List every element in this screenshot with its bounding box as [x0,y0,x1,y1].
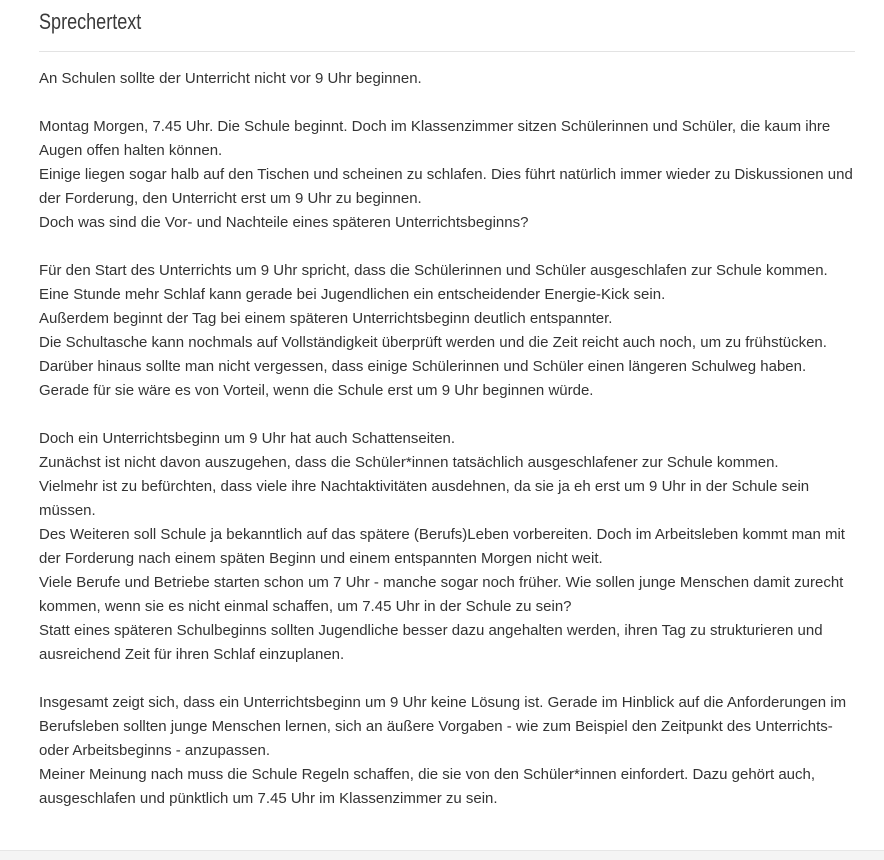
text-line: An Schulen sollte der Unterricht nicht vor 9 Uhr beginnen. [39,70,422,87]
text-line: Zunächst ist nicht davon auszugehen, dass die Schüler*innen tatsächlich ausgeschlafener zur Schule kommen. [39,454,779,471]
text-line: Vielmehr ist zu befürchten, dass viele ihre Nachtaktivitäten ausdehnen, da sie ja eh erst um 9 Uhr in der Schule sein müssen. [39,478,810,519]
text-line: Für den Start des Unterrichts um 9 Uhr spricht, dass die Schülerinnen und Schüler ausgeschlafen zur Schule kommen. [39,262,828,279]
text-line: Viele Berufe und Betriebe starten schon um 7 Uhr - manche sogar noch früher. Wie sollen junge Menschen damit zurecht kommen, wenn sie es nicht einmal schaffen, um 7.45 Uhr in der Schule zu sein? [39,574,844,615]
paragraph-introduction [39,115,859,235]
text-line: Montag Morgen, 7.45 Uhr. Die Schule beginnt. Doch im Klassenzimmer sitzen Schülerinnen und Schüler, die kaum ihre Augen offen halten können. [39,118,831,159]
text-line: Doch was sind die Vor- und Nachteile eines späteren Unterrichtsbeginns? [39,214,529,231]
text-line: Doch ein Unterrichtsbeginn um 9 Uhr hat auch Schattenseiten. [39,430,456,447]
paragraph-pro-arguments [39,259,859,403]
text-line: Des Weiteren soll Schule ja bekanntlich auf das spätere (Berufs)Leben vorbereiten. Doch im Arbeitsleben kommt man mit der Forderung nach einem späten Beginn und einem entspannten Morgen nicht weit. [39,526,845,567]
text-line: Eine Stunde mehr Schlaf kann gerade bei Jugendlichen ein entscheidender Energie-Kick sein. [39,286,666,303]
paragraph-contra-arguments [39,427,859,667]
text-line: Statt eines späteren Schulbeginns sollten Jugendliche besser dazu angehalten werden, ihren Tag zu strukturieren und ausreichend Zeit für ihren Schlaf einzuplanen. [39,622,823,663]
paragraph-thesis [39,67,859,91]
speaker-text-body [39,67,859,835]
text-line: Einige liegen sogar halb auf den Tischen und scheinen zu schlafen. Dies führt natürlich immer wieder zu Diskussionen und der Forderung, den Unterricht erst um 9 Uhr zu beginnen. [39,166,853,207]
paragraph-conclusion [39,691,859,811]
text-line: Gerade für sie wäre es von Vorteil, wenn die Schule erst um 9 Uhr beginnen würde. [39,382,594,399]
text-line: Die Schultasche kann nochmals auf Vollständigkeit überprüft werden und die Zeit reicht auch noch, um zu frühstücken. [39,334,827,351]
footer-bar [0,850,884,860]
text-line: Insgesamt zeigt sich, dass ein Unterrichtsbeginn um 9 Uhr keine Lösung ist. Gerade im Hinblick auf die Anforderungen im Berufsleben sollten junge Menschen lernen, sich an äußere Vorgaben - wie zum Beispiel den Zeitpunkt des Unterrichts- oder Arbeitsbeginns - anzupassen. [39,694,847,759]
section-header [39,7,855,52]
text-line: Außerdem beginnt der Tag bei einem späteren Unterrichtsbeginn deutlich entspannter. [39,310,613,327]
text-line: Darüber hinaus sollte man nicht vergessen, dass einige Schülerinnen und Schüler einen längeren Schulweg haben. [39,358,807,375]
text-line: Meiner Meinung nach muss die Schule Regeln schaffen, die sie von den Schüler*innen einfordert. Dazu gehört auch, ausgeschlafen und pünktlich um 7.45 Uhr im Klassenzimmer zu sein. [39,766,816,807]
section-title: Sprechertext [39,9,142,34]
